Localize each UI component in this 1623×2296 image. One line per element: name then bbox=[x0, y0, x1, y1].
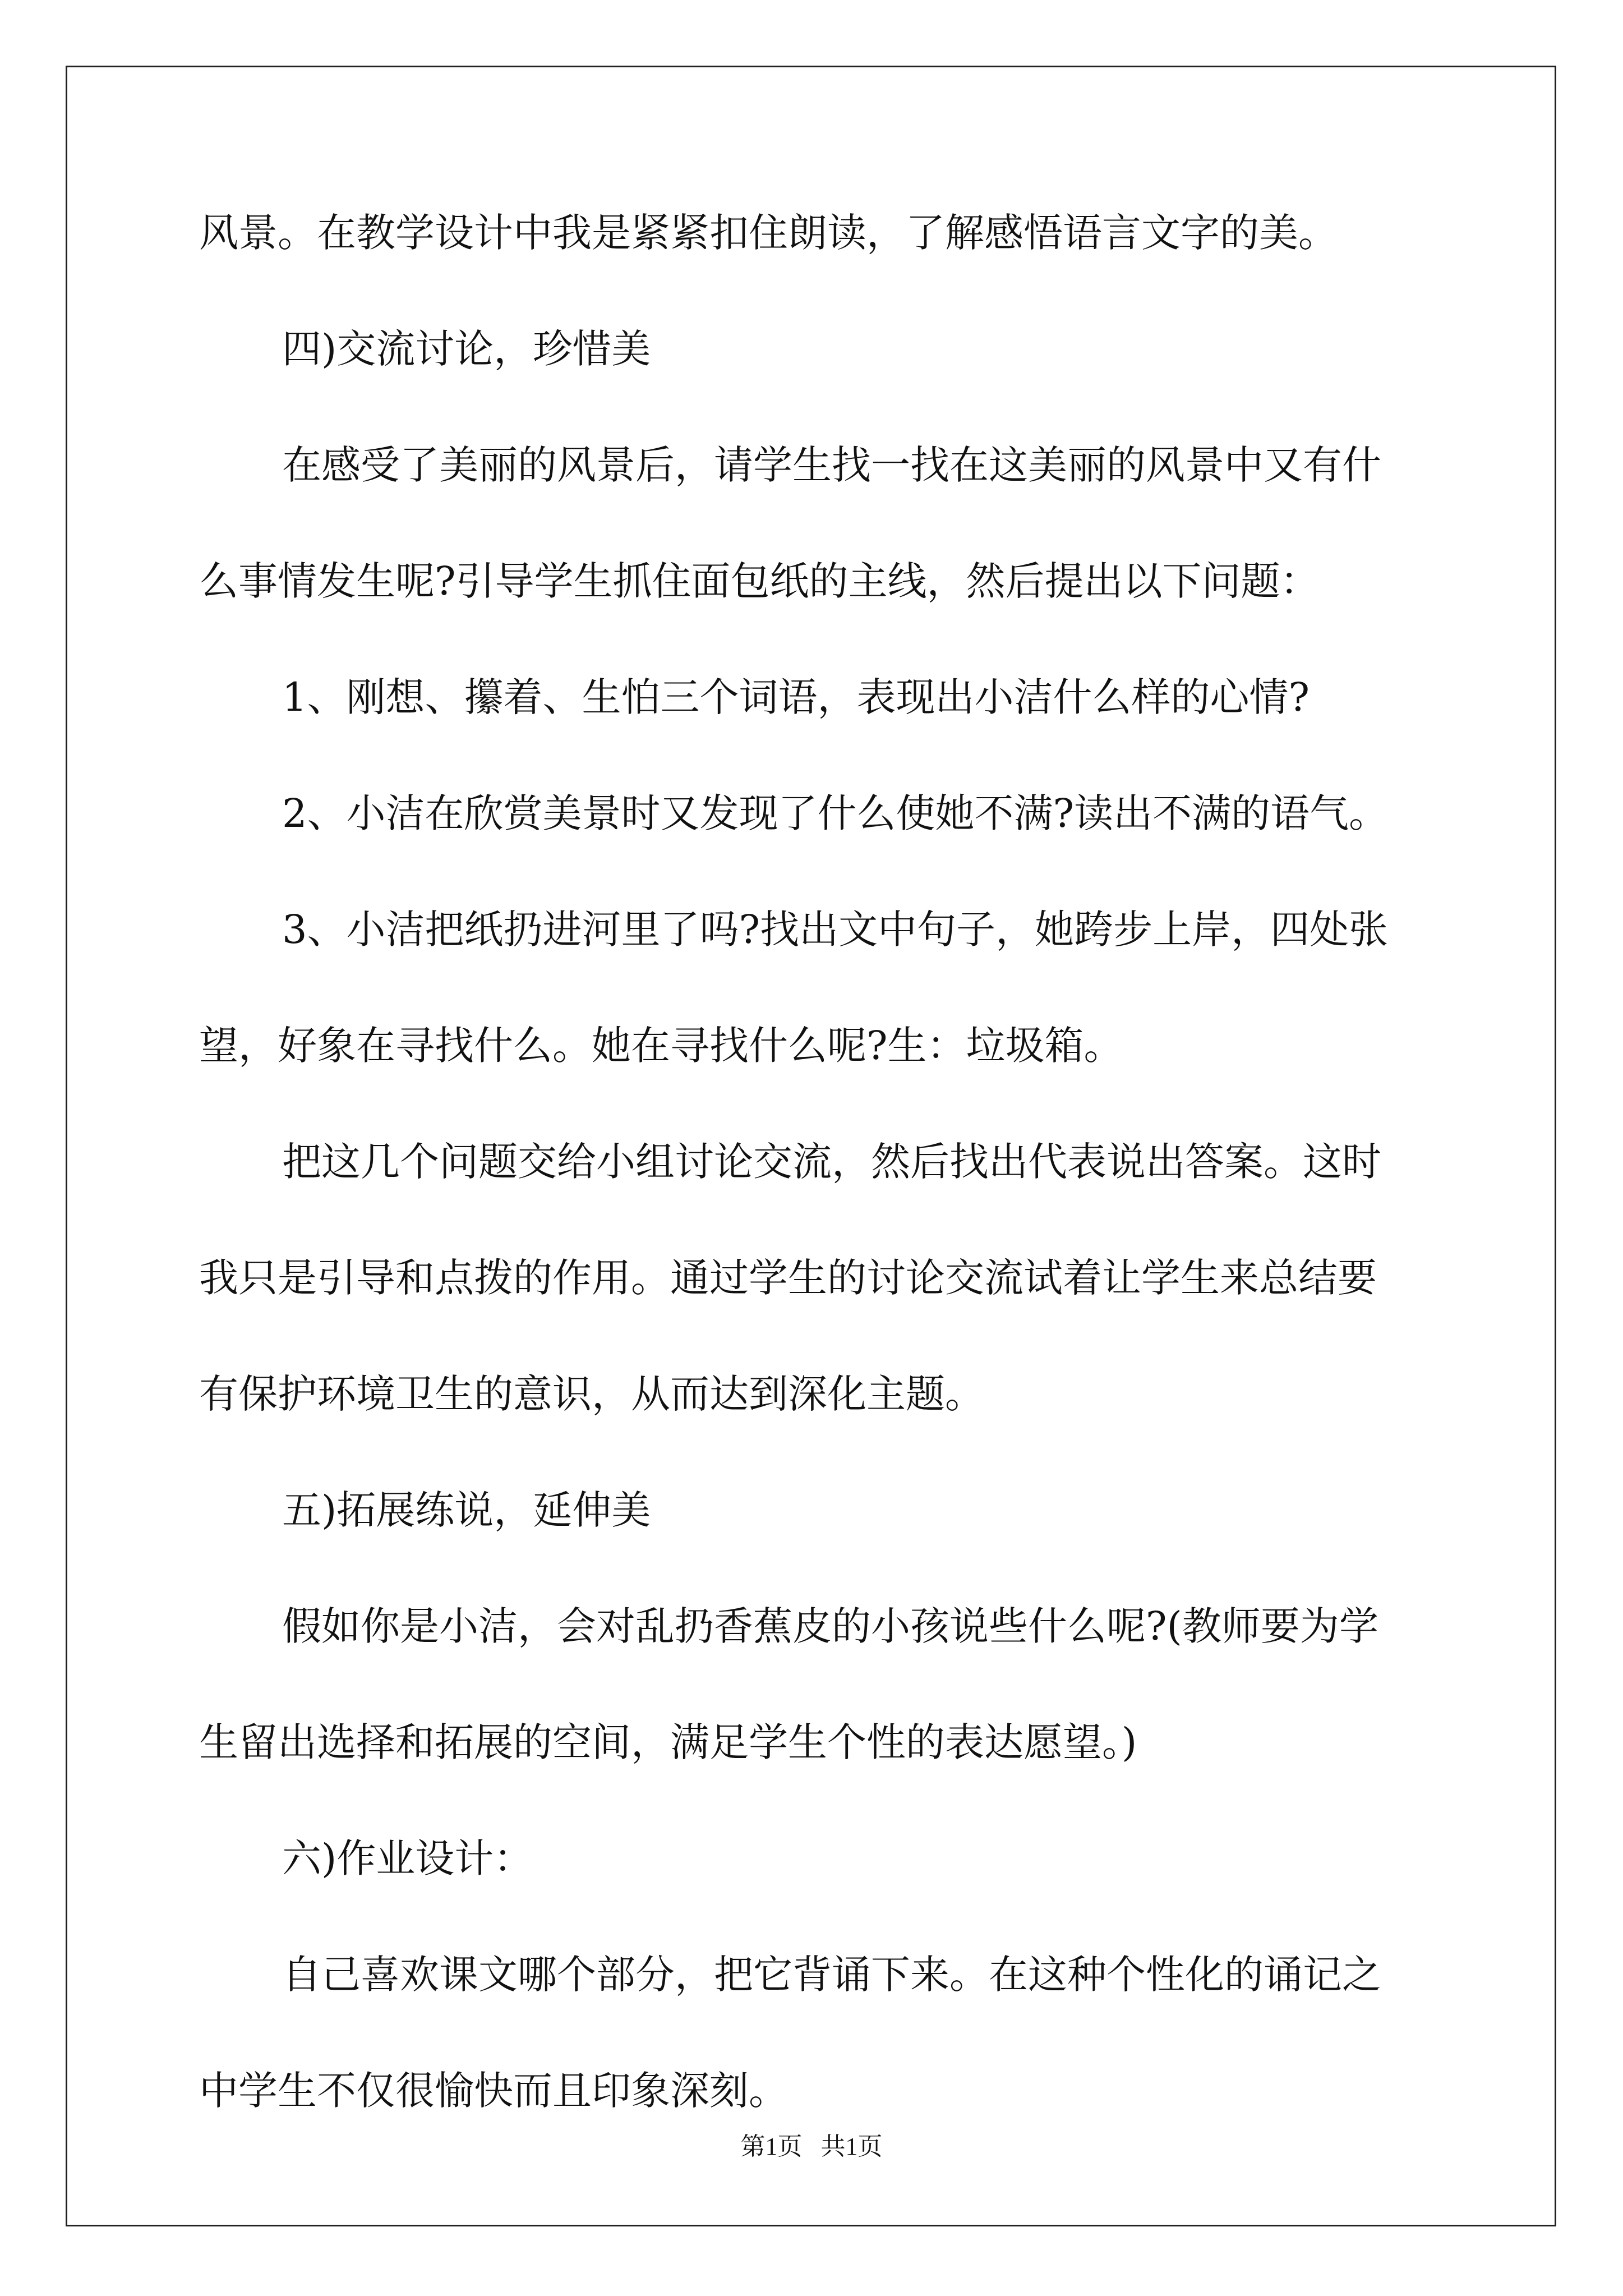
text-line: 1、刚想、攥着、生怕三个词语，表现出小洁什么样的心情? bbox=[282, 674, 1310, 720]
text-line: 2、小洁在欣赏美景时又发现了什么使她不满?读出不满的语气。 bbox=[282, 790, 1389, 836]
page-footer: 第1页 共1页 bbox=[740, 2133, 883, 2160]
text-line: 有保护环境卫生的意识，从而达到深化主题。 bbox=[199, 1371, 984, 1417]
section-heading: 五)拓展练说，延伸美 bbox=[282, 1487, 651, 1533]
text-line: 望，好象在寻找什么。她在寻找什么呢?生：垃圾箱。 bbox=[199, 1023, 1123, 1069]
section-heading: 六)作业设计： bbox=[282, 1835, 533, 1881]
text-line: 3、小洁把纸扔进河里了吗?找出文中句子，她跨步上岸，四处张 bbox=[282, 907, 1389, 953]
text-line: 中学生不仅很愉快而且印象深刻。 bbox=[199, 2068, 788, 2114]
text-line: 生留出选择和拓展的空间，满足学生个性的表达愿望。) bbox=[199, 1719, 1137, 1765]
text-line: 么事情发生呢?引导学生抓住面包纸的主线，然后提出以下问题： bbox=[199, 558, 1320, 604]
text-line: 在感受了美丽的风景后，请学生找一找在这美丽的风景中又有什 bbox=[282, 442, 1381, 488]
text-line: 假如你是小洁，会对乱扔香蕉皮的小孩说些什么呢?(教师要为学 bbox=[282, 1603, 1378, 1649]
section-heading: 四)交流讨论，珍惜美 bbox=[282, 326, 651, 372]
text-line: 自己喜欢课文哪个部分，把它背诵下来。在这种个性化的诵记之 bbox=[282, 1952, 1381, 1998]
text-line: 我只是引导和点拨的作用。通过学生的讨论交流试着让学生来总结要 bbox=[199, 1255, 1377, 1301]
text-line: 风景。在教学设计中我是紧紧扣住朗读，了解感悟语言文字的美。 bbox=[199, 210, 1338, 256]
text-line: 把这几个问题交给小组讨论交流，然后找出代表说出答案。这时 bbox=[282, 1139, 1381, 1185]
